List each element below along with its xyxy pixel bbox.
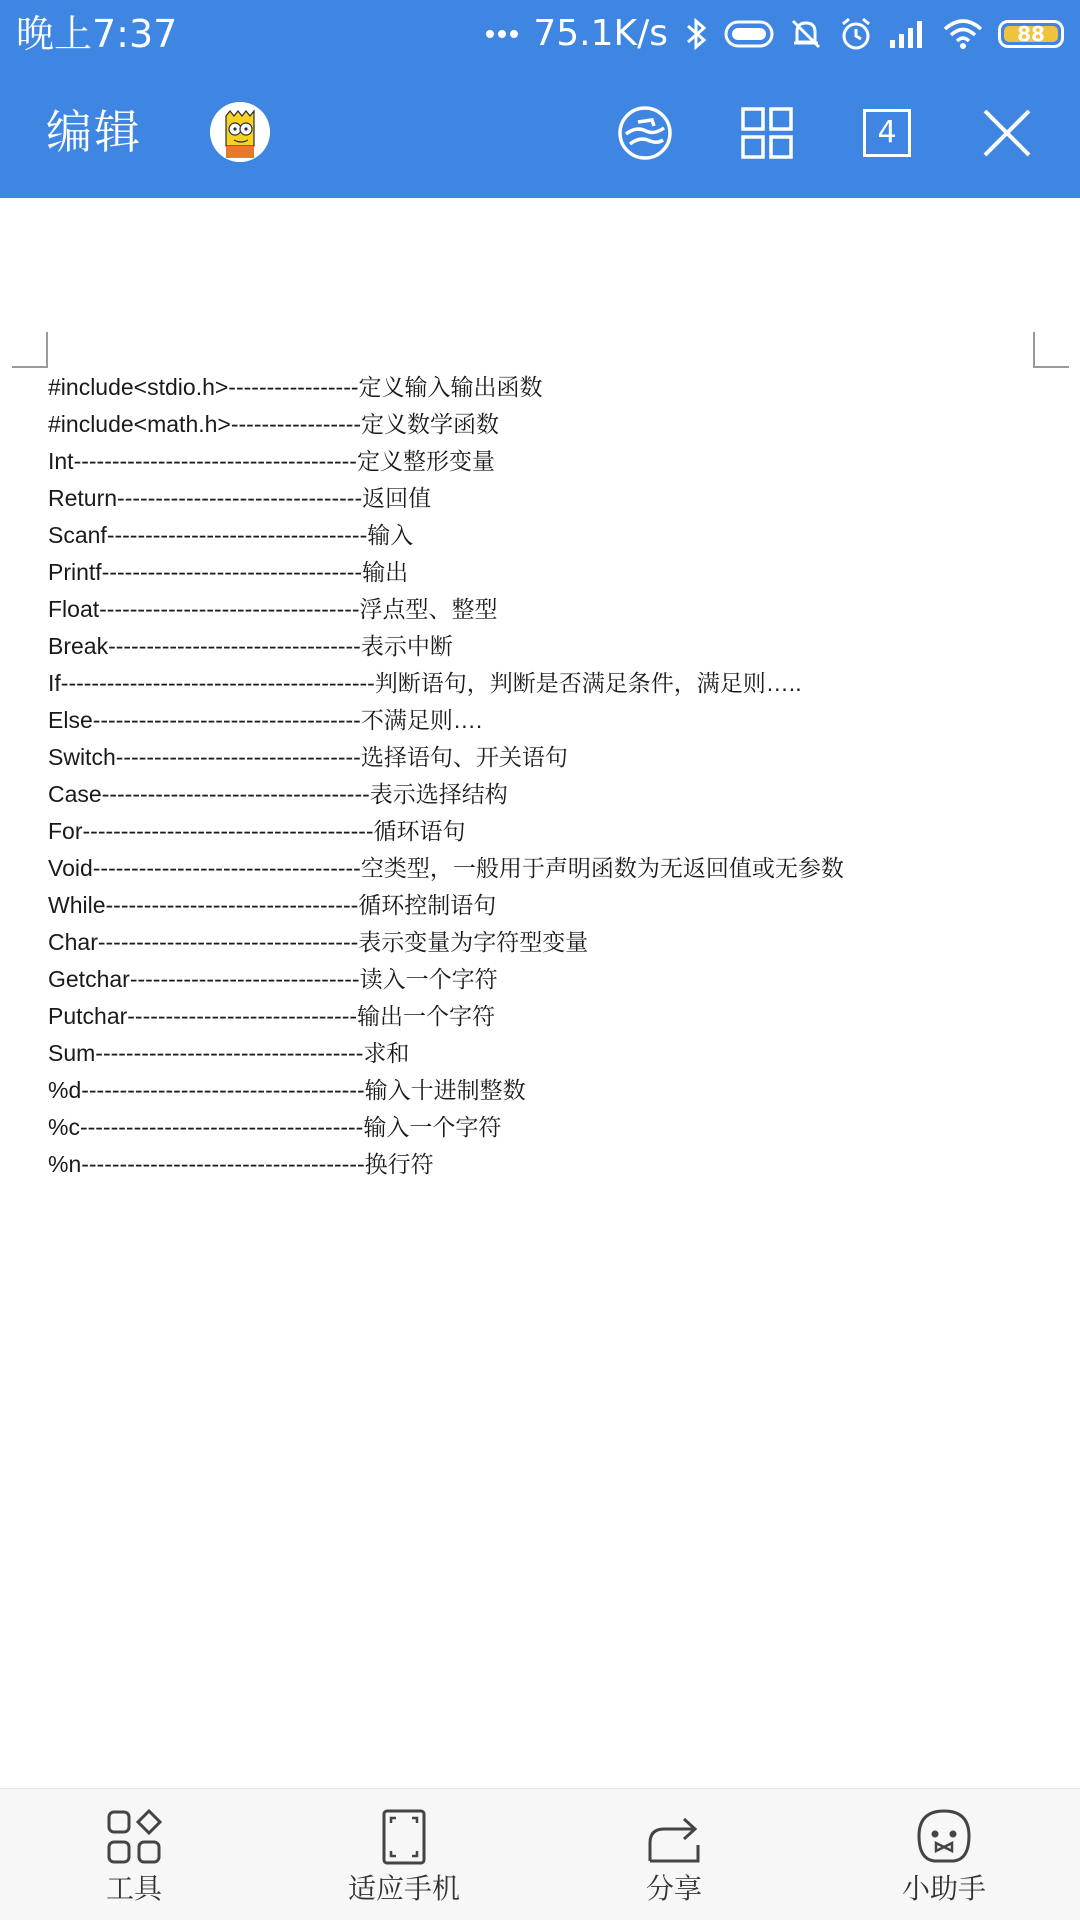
document-line: Scanf----------------------------------输入 bbox=[48, 522, 414, 548]
document-line: If-----------------------------------------判断语句，判断是否满足条件，满足则….. bbox=[48, 670, 802, 696]
document-line: Return--------------------------------返回值 bbox=[48, 485, 432, 511]
wifi-icon bbox=[942, 17, 984, 51]
grid-view-button[interactable] bbox=[732, 98, 802, 168]
net-speed: 75.1K/s bbox=[533, 13, 668, 54]
fit-phone-button[interactable] bbox=[304, 1789, 504, 1921]
document-line: Putchar------------------------------输出一个字符 bbox=[48, 1003, 496, 1029]
status-bar bbox=[0, 0, 1080, 70]
fit-phone-label: 适应手机 bbox=[347, 1872, 460, 1905]
fit-screen-icon bbox=[374, 1807, 434, 1867]
alarm-icon bbox=[838, 16, 874, 52]
page-title: 编辑 bbox=[46, 105, 142, 159]
document-line: While---------------------------------循环控制语句 bbox=[48, 892, 497, 918]
mute-icon bbox=[788, 16, 824, 52]
app-toolbar bbox=[0, 70, 1080, 198]
document-line: Getchar------------------------------读入一个字符 bbox=[48, 966, 498, 992]
document-line: Switch--------------------------------选择语句、开关语句 bbox=[48, 744, 568, 770]
document-line: Int-------------------------------------定义整形变量 bbox=[48, 448, 495, 474]
close-icon bbox=[981, 107, 1033, 159]
share-button[interactable] bbox=[574, 1789, 774, 1921]
document-page[interactable] bbox=[0, 198, 1080, 1788]
document-line: Sum-----------------------------------求和 bbox=[48, 1040, 410, 1066]
grid-icon bbox=[740, 106, 794, 160]
tab-count-button[interactable] bbox=[852, 98, 922, 168]
battery-level: 88 bbox=[1017, 22, 1045, 46]
document-line: Case-----------------------------------表示选择结构 bbox=[48, 781, 508, 807]
document-line: Float----------------------------------浮点型、整型 bbox=[48, 596, 498, 622]
document-line: %d-------------------------------------输入十进制整数 bbox=[48, 1077, 526, 1103]
tools-icon bbox=[104, 1807, 164, 1867]
battery-icon bbox=[998, 20, 1064, 48]
read-mode-icon bbox=[616, 104, 674, 162]
document-text bbox=[48, 369, 1048, 1183]
bottom-toolbar bbox=[0, 1788, 1080, 1920]
document-line: Void-----------------------------------空类型，一般用于声明函数为无返回值或无参数 bbox=[48, 855, 844, 881]
helper-label: 小助手 bbox=[901, 1872, 986, 1905]
status-time: 晚上7:37 bbox=[16, 12, 178, 56]
bluetooth-icon bbox=[682, 16, 710, 52]
crop-mark-top-right bbox=[1033, 332, 1069, 368]
tools-label: 工具 bbox=[105, 1872, 162, 1905]
tools-button[interactable] bbox=[34, 1789, 234, 1921]
helper-button[interactable] bbox=[844, 1789, 1044, 1921]
document-line: Printf----------------------------------输出 bbox=[48, 559, 409, 585]
dots-icon bbox=[485, 28, 519, 40]
document-line: #include<math.h>-----------------定义数学函数 bbox=[48, 411, 500, 437]
signal-icon bbox=[888, 18, 928, 50]
share-label: 分享 bbox=[645, 1872, 702, 1905]
document-line: %c-------------------------------------输入一个字符 bbox=[48, 1114, 502, 1140]
document-line: Else-----------------------------------不满足则…. bbox=[48, 707, 483, 733]
close-button[interactable] bbox=[972, 98, 1042, 168]
tab-count-icon: 4 bbox=[863, 109, 911, 157]
document-line: Char----------------------------------表示变量为字符型变量 bbox=[48, 929, 589, 955]
avatar[interactable] bbox=[210, 102, 270, 162]
document-line: #include<stdio.h>-----------------定义输入输出函数 bbox=[48, 374, 543, 400]
toggle-icon bbox=[724, 19, 774, 49]
helper-icon bbox=[914, 1807, 974, 1867]
document-line: For--------------------------------------循环语句 bbox=[48, 818, 466, 844]
document-line: Break---------------------------------表示中断 bbox=[48, 633, 453, 659]
document-line: %n-------------------------------------换行符 bbox=[48, 1151, 434, 1177]
crop-mark-top-left bbox=[12, 332, 48, 368]
read-mode-button[interactable] bbox=[610, 98, 680, 168]
status-icons bbox=[485, 12, 1064, 56]
share-icon bbox=[644, 1807, 704, 1867]
avatar-icon bbox=[210, 102, 270, 162]
